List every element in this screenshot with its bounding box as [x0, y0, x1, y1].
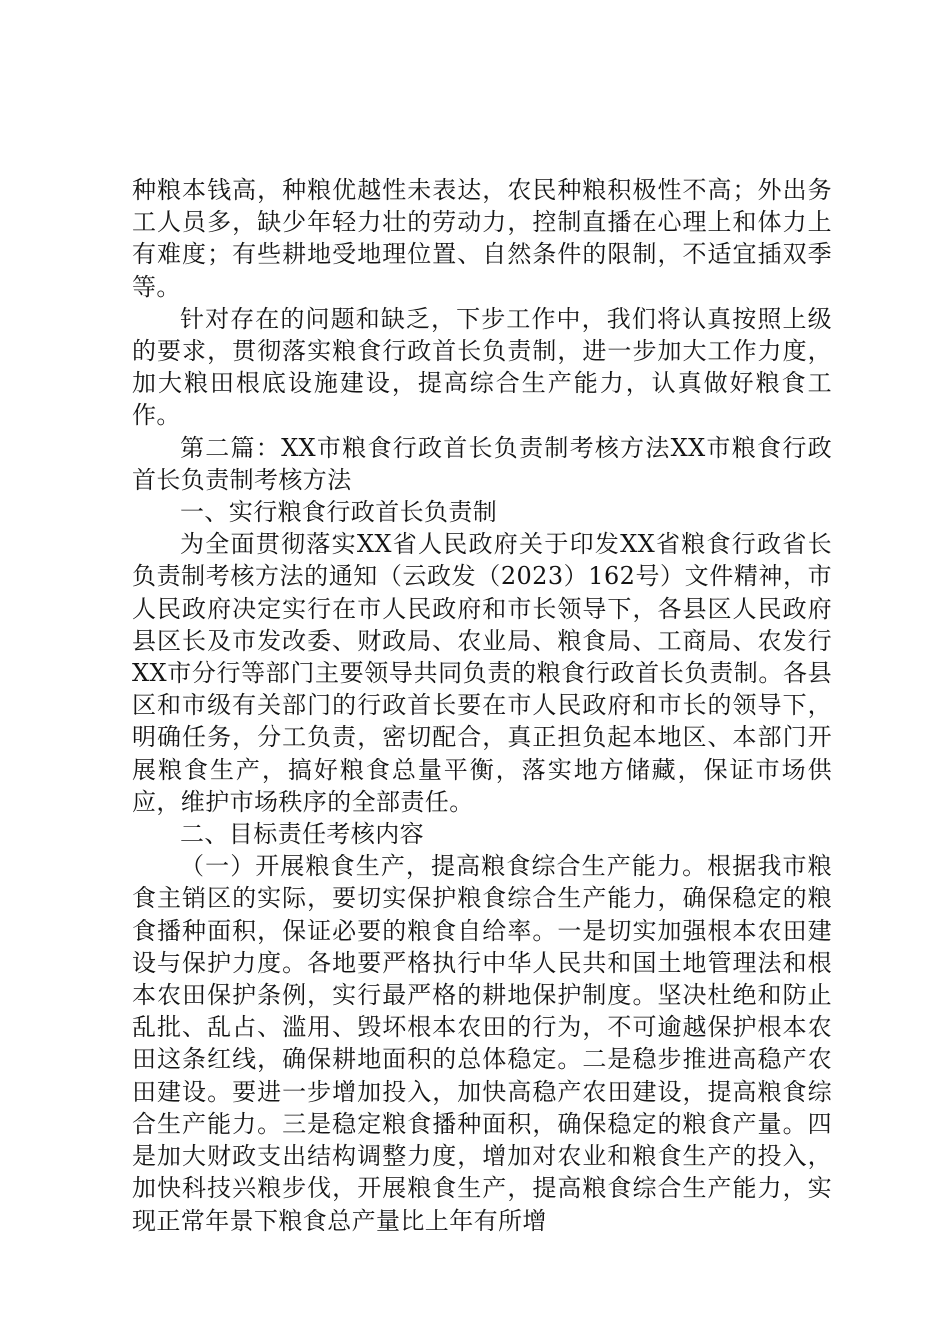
paragraph-section-title: 第二篇：XX市粮食行政首长负责制考核方法XX市粮食行政首长负责制考核方法	[132, 433, 832, 494]
paragraph-next-steps: 针对存在的问题和缺乏，下步工作中，我们将认真按照上级的要求，贯彻落实粮食行政首长负责制，进一步加大工作力度，加大粮田根底设施建设，提高综合生产能力，认真做好粮食工作。	[132, 304, 832, 430]
heading-section-one: 一、实行粮食行政首长负责制	[180, 498, 498, 527]
paragraph-continuation: 种粮本钱高，种粮优越性未表达，农民种粮积极性不高；外出务工人员多，缺少年轻力壮的劳动力，控制直播在心理上和体力上有难度；有些耕地受地理位置、自然条件的限制，不适宜插双季等。	[132, 176, 832, 301]
paragraph-grain-production: （一）开展粮食生产，提高粮食综合生产能力。根据我市粮食主销区的实际，要切实保护粮食综合生产能力，确保稳定的粮食播种面积，保证必要的粮食自给率。一是切实加强根本农田建设与保护力度。各地要严格执行中华人民共和国土地管理法和根本农田保护条例，实行最严格的耕地保护制度。坚决杜绝和防止乱批、乱占、滥用、毁坏根本农田的行为，不可逾越保护根本农田这条红线，确保耕地面积的总体稳定。二是稳步推进高稳产农田建设。要进一步增加投入，加快高稳产农田建设，提高粮食综合生产能力。三是稳定粮食播种面积，确保稳定的粮食产量。四是加大财政支出结构调整力度，增加对农业和粮食生产的投入，加快科技兴粮步伐，开展粮食生产，提高粮食综合生产能力，实现正常年景下粮食总产量比上年有所增	[132, 852, 832, 1235]
heading-section-two: 二、目标责任考核内容	[180, 820, 424, 849]
document-body	[132, 174, 832, 1237]
paragraph-responsibility: 为全面贯彻落实XX省人民政府关于印发XX省粮食行政省长负责制考核方法的通知（云政发（2023）162号）文件精神，市人民政府决定实行在市人民政府和市长领导下，各县区人民政府县区长及市发改委、财政局、农业局、粮食局、工商局、农发行XX市分行等部门主要领导共同负责的粮食行政首长负责制。各县区和市级有关部门的行政首长要在市人民政府和市长的领导下，明确任务，分工负责，密切配合，真正担负起本地区、本部门开展粮食生产，搞好粮食总量平衡，落实地方储藏，保证市场供应，维护市场秩序的全部责任。	[132, 530, 832, 816]
